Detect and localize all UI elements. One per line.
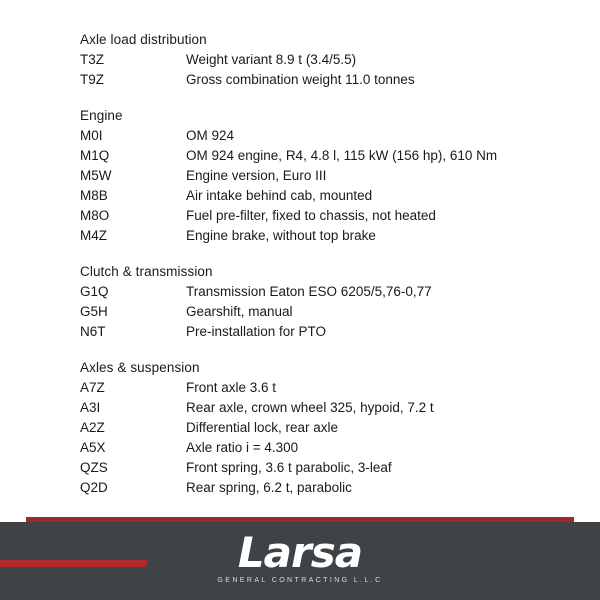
spec-description: Engine brake, without top brake xyxy=(186,228,376,243)
spec-description: Differential lock, rear axle xyxy=(186,420,339,435)
spec-row xyxy=(80,398,550,418)
spec-code: QZS xyxy=(80,460,108,475)
spec-row xyxy=(80,226,550,246)
section-title: Axles & suspension xyxy=(80,360,200,375)
spec-code: T9Z xyxy=(80,72,105,87)
spec-description: Axle ratio i = 4.300 xyxy=(186,440,299,455)
spec-row xyxy=(80,322,550,342)
spec-description: Weight variant 8.9 t (3.4/5.5) xyxy=(186,52,357,67)
spec-code: M4Z xyxy=(80,228,107,243)
spec-section xyxy=(80,32,550,90)
spec-description: Gross combination weight 11.0 tonnes xyxy=(186,72,415,87)
section-title: Engine xyxy=(80,108,123,123)
spec-code: G5H xyxy=(80,304,108,319)
logo-swoosh-shape xyxy=(0,560,148,567)
spec-description: Engine version, Euro III xyxy=(186,168,327,183)
spec-row xyxy=(80,166,550,186)
spec-code: M8B xyxy=(80,188,108,203)
footer-band xyxy=(0,522,600,600)
spec-row xyxy=(80,438,550,458)
spec-row xyxy=(80,282,550,302)
spec-code: M5W xyxy=(80,168,112,183)
logo-subtitle: GENERAL CONTRACTING L.L.C xyxy=(217,577,383,584)
spec-row xyxy=(80,50,550,70)
spec-code: M8O xyxy=(80,208,110,223)
spec-description: Gearshift, manual xyxy=(186,304,293,319)
spec-description: Transmission Eaton ESO 6205/5,76-0,77 xyxy=(186,284,432,299)
spec-code: A3I xyxy=(80,400,101,415)
spec-description: OM 924 engine, R4, 4.8 l, 115 kW (156 hp), 610 Nm xyxy=(186,148,498,163)
spec-row xyxy=(80,418,550,438)
spec-description: Front spring, 3.6 t parabolic, 3-leaf xyxy=(186,460,392,475)
spec-row xyxy=(80,378,550,398)
logo-wordmark: Larsa xyxy=(237,528,363,577)
section-title: Axle load distribution xyxy=(80,32,207,47)
spec-row xyxy=(80,126,550,146)
spec-code: M1Q xyxy=(80,148,110,163)
spec-code: A2Z xyxy=(80,420,105,435)
spec-code: A7Z xyxy=(80,380,105,395)
spec-row xyxy=(80,146,550,166)
spec-row xyxy=(80,302,550,322)
spec-description: Front axle 3.6 t xyxy=(186,380,277,395)
spec-description: Pre-installation for PTO xyxy=(186,324,327,339)
spec-description: OM 924 xyxy=(186,128,235,143)
specification-list xyxy=(80,32,550,498)
spec-section xyxy=(80,108,550,246)
spec-row xyxy=(80,206,550,226)
spec-row xyxy=(80,186,550,206)
section-title: Clutch & transmission xyxy=(80,264,213,279)
company-logo xyxy=(0,530,600,584)
spec-section xyxy=(80,264,550,342)
spec-row xyxy=(80,478,550,498)
spec-description: Fuel pre-filter, fixed to chassis, not heated xyxy=(186,208,436,223)
spec-code: M0I xyxy=(80,128,103,143)
spec-code: A5X xyxy=(80,440,106,455)
spec-code: N6T xyxy=(80,324,106,339)
spec-description: Air intake behind cab, mounted xyxy=(186,188,373,203)
spec-description: Rear axle, crown wheel 325, hypoid, 7.2 t xyxy=(186,400,434,415)
spec-section xyxy=(80,360,550,498)
spec-code: Q2D xyxy=(80,480,108,495)
spec-description: Rear spring, 6.2 t, parabolic xyxy=(186,480,352,495)
spec-row xyxy=(80,458,550,478)
spec-code: T3Z xyxy=(80,52,105,67)
spec-code: G1Q xyxy=(80,284,109,299)
spec-row xyxy=(80,70,550,90)
